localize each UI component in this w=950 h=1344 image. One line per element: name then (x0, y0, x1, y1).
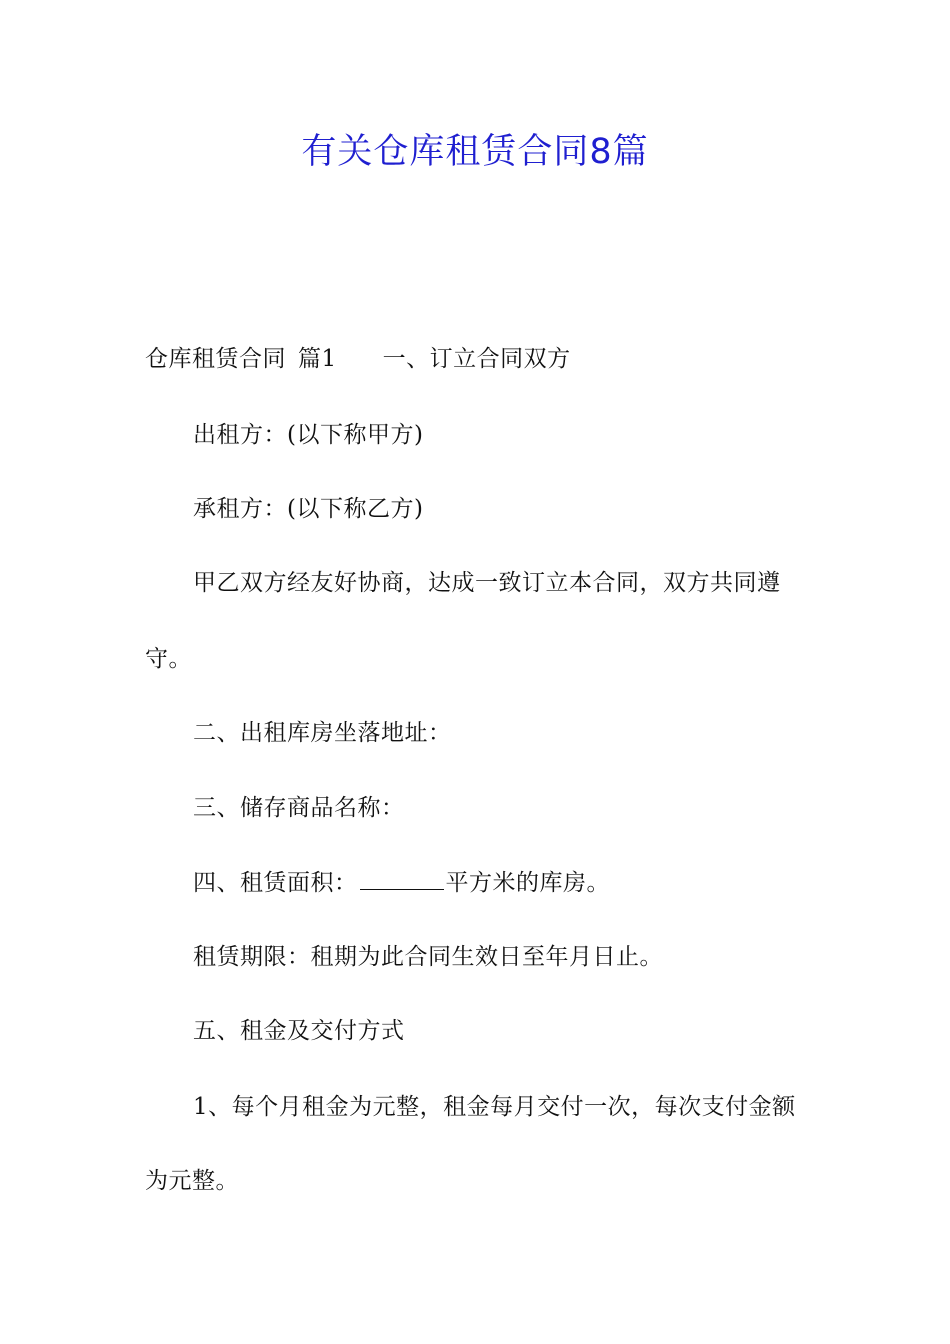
heading-parties: 一、订立合同双方 (382, 346, 571, 372)
agreement-paragraph-line1: 甲乙双方经友好协商，达成一致订立本合同，双方共同遵 (193, 570, 781, 596)
area-blank (360, 867, 444, 890)
heading-address: 二、出租库房坐落地址： (193, 720, 452, 746)
section-heading-line (145, 343, 571, 375)
area-line (193, 867, 610, 899)
area-prefix: 四、租赁面积： (193, 870, 358, 896)
heading-rent: 五、租金及交付方式 (193, 1018, 405, 1044)
agreement-paragraph-line2: 守。 (145, 646, 192, 672)
section-number: 篇1 (298, 346, 337, 372)
document-title: 有关仓库租赁合同8篇 (301, 132, 649, 172)
rent-paragraph-line2: 为元整。 (145, 1168, 239, 1194)
lessor-line: 出租方：(以下称甲方) (193, 422, 424, 448)
area-suffix: 平方米的库房。 (445, 870, 610, 896)
heading-goods: 三、储存商品名称： (193, 795, 405, 821)
rent-paragraph-line1: 1、每个月租金为元整，租金每月交付一次，每次支付金额 (193, 1094, 796, 1120)
term-line: 租赁期限：租期为此合同生效日至年月日止。 (193, 944, 663, 970)
section-label: 仓库租赁合同 (145, 346, 286, 372)
lessee-line: 承租方：(以下称乙方) (193, 496, 424, 522)
